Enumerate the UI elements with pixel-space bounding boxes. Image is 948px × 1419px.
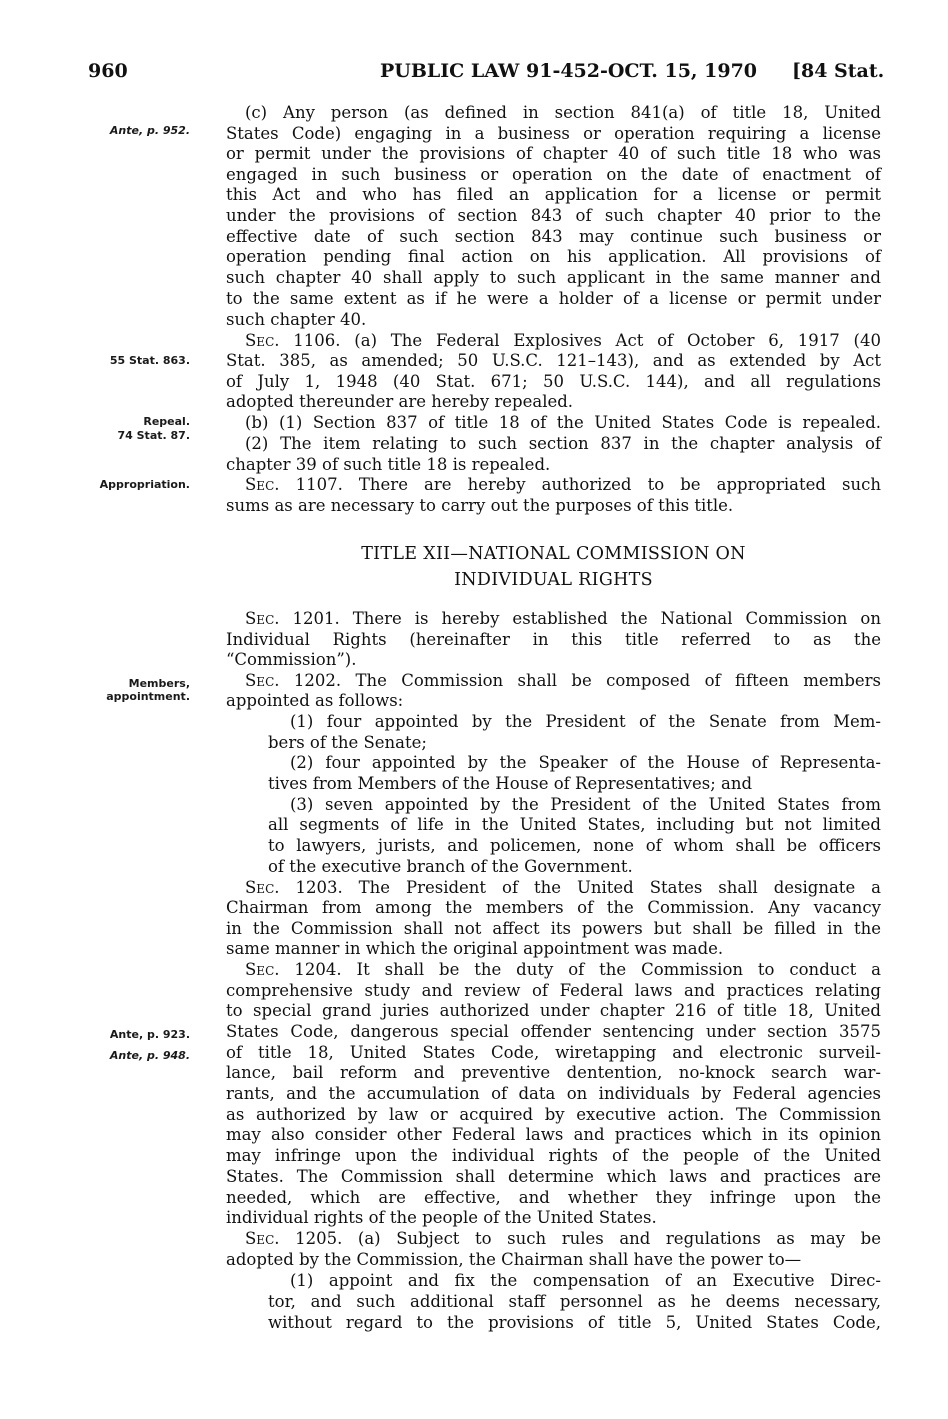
text-line: Sec. 1205. (a) Subject to such rules and regulations as may be (245, 1229, 881, 1248)
text-line: lance, bail reform and preventive dentention, no-knock search war- (226, 1063, 881, 1082)
margin-note: 74 Stat. 87. (117, 429, 190, 442)
text-line: (3) seven appointed by the President of the United States from (290, 795, 881, 814)
text-line: to special grand juries authorized under chapter 216 of title 18, United (226, 1001, 881, 1020)
text-line: States. The Commission shall determine which laws and practices are (226, 1167, 881, 1186)
text-line: of title 18, United States Code, wiretapping and electronic surveil- (226, 1043, 881, 1062)
text-line: appointed as follows: (226, 691, 404, 710)
text-line: sums as are necessary to carry out the purposes of this title. (226, 496, 734, 515)
title-heading-line-2: INDIVIDUAL RIGHTS (454, 570, 653, 590)
running-title: PUBLIC LAW 91-452-OCT. 15, 1970 (380, 60, 758, 82)
margin-note: appointment. (106, 690, 190, 703)
text-line: this Act and who has filed an application for a license or permit (226, 185, 881, 204)
margin-note: 55 Stat. 863. (109, 354, 190, 367)
text-line: tives from Members of the House of Representatives; and (268, 774, 753, 793)
text-line: (1) four appointed by the President of the Senate from Mem- (290, 712, 881, 731)
text-line: to the same extent as if he were a holder of a license or permit under (226, 289, 881, 308)
text-line: States Code) engaging in a business or operation requiring a license (226, 124, 881, 143)
text-line: may also consider other Federal laws and practices which in its opinion (226, 1125, 881, 1144)
text-line: under the provisions of section 843 of such chapter 40 prior to the (226, 206, 881, 225)
text-line: bers of the Senate; (268, 733, 427, 752)
margin-note: Ante, p. 948. (109, 1049, 190, 1062)
text-line: (1) appoint and fix the compensation of an Executive Direc- (290, 1271, 881, 1290)
text-line: without regard to the provisions of title 5, United States Code, (268, 1313, 881, 1332)
text-line: chapter 39 of such title 18 is repealed. (226, 455, 551, 474)
text-line: Individual Rights (hereinafter in this title referred to as the (226, 630, 881, 649)
margin-note: Appropriation. (99, 478, 190, 491)
text-line: (c) Any person (as defined in section 841(a) of title 18, United (245, 103, 881, 122)
text-line: tor, and such additional staff personnel as he deems necessary, (268, 1292, 881, 1311)
text-line: Sec. 1201. There is hereby established the National Commission on (245, 609, 881, 628)
text-line: Sec. 1202. The Commission shall be composed of fifteen members (245, 671, 881, 690)
text-line: (2) four appointed by the Speaker of the House of Representa- (290, 753, 881, 772)
statute-reference: [84 Stat. (792, 60, 885, 82)
text-line: States Code, dangerous special offender sentencing under section 3575 (226, 1022, 881, 1041)
page-number: 960 (88, 60, 128, 82)
text-line: to lawyers, jurists, and policemen, none of whom shall be officers (268, 836, 881, 855)
text-line: adopted by the Commission, the Chairman shall have the power to— (226, 1250, 802, 1269)
text-line: Stat. 385, as amended; 50 U.S.C. 121–143), and as extended by Act (226, 351, 881, 370)
text-line: “Commission”). (226, 650, 357, 669)
text-line: as authorized by law or acquired by executive action. The Commission (226, 1105, 881, 1124)
text-line: same manner in which the original appointment was made. (226, 939, 724, 958)
text-line: such chapter 40 shall apply to such applicant in the same manner and (226, 268, 881, 287)
text-line: (2) The item relating to such section 837 in the chapter analysis of (245, 434, 881, 453)
margin-note: Members, (128, 677, 190, 690)
text-line: engaged in such business or operation on the date of enactment of (226, 165, 881, 184)
text-line: all segments of life in the United States, including but not limited (268, 815, 881, 834)
text-line: Sec. 1204. It shall be the duty of the Commission to conduct a (245, 960, 881, 979)
title-heading-line-1: TITLE XII—NATIONAL COMMISSION ON (361, 544, 746, 564)
text-line: individual rights of the people of the United States. (226, 1208, 657, 1227)
text-line: effective date of such section 843 may continue such business or (226, 227, 881, 246)
text-line: adopted thereunder are hereby repealed. (226, 392, 574, 411)
margin-note: Repeal. (143, 415, 190, 428)
text-line: Sec. 1107. There are hereby authorized to be appropriated such (245, 475, 881, 494)
text-line: (b) (1) Section 837 of title 18 of the United States Code is repealed. (245, 413, 881, 432)
text-line: of July 1, 1948 (40 Stat. 671; 50 U.S.C. 144), and all regulations (226, 372, 881, 391)
text-line: may infringe upon the individual rights of the people of the United (226, 1146, 881, 1165)
text-line: such chapter 40. (226, 310, 367, 329)
margin-note: Ante, p. 952. (109, 124, 190, 137)
text-line: comprehensive study and review of Federal laws and practices relating (226, 981, 881, 1000)
text-line: Sec. 1203. The President of the United States shall designate a (245, 878, 881, 897)
text-line: rants, and the accumulation of data on individuals by Federal agencies (226, 1084, 881, 1103)
text-line: or permit under the provisions of chapter 40 of such title 18 who was (226, 144, 881, 163)
text-line: in the Commission shall not affect its powers but shall be filled in the (226, 919, 881, 938)
text-line: Chairman from among the members of the Commission. Any vacancy (226, 898, 881, 917)
text-line: of the executive branch of the Government. (268, 857, 633, 876)
text-line: operation pending final action on his application. All provisions of (226, 247, 881, 266)
text-line: needed, which are effective, and whether they infringe upon the (226, 1188, 881, 1207)
text-line: Sec. 1106. (a) The Federal Explosives Act of October 6, 1917 (40 (245, 331, 881, 350)
margin-note: Ante, p. 923. (109, 1028, 190, 1041)
